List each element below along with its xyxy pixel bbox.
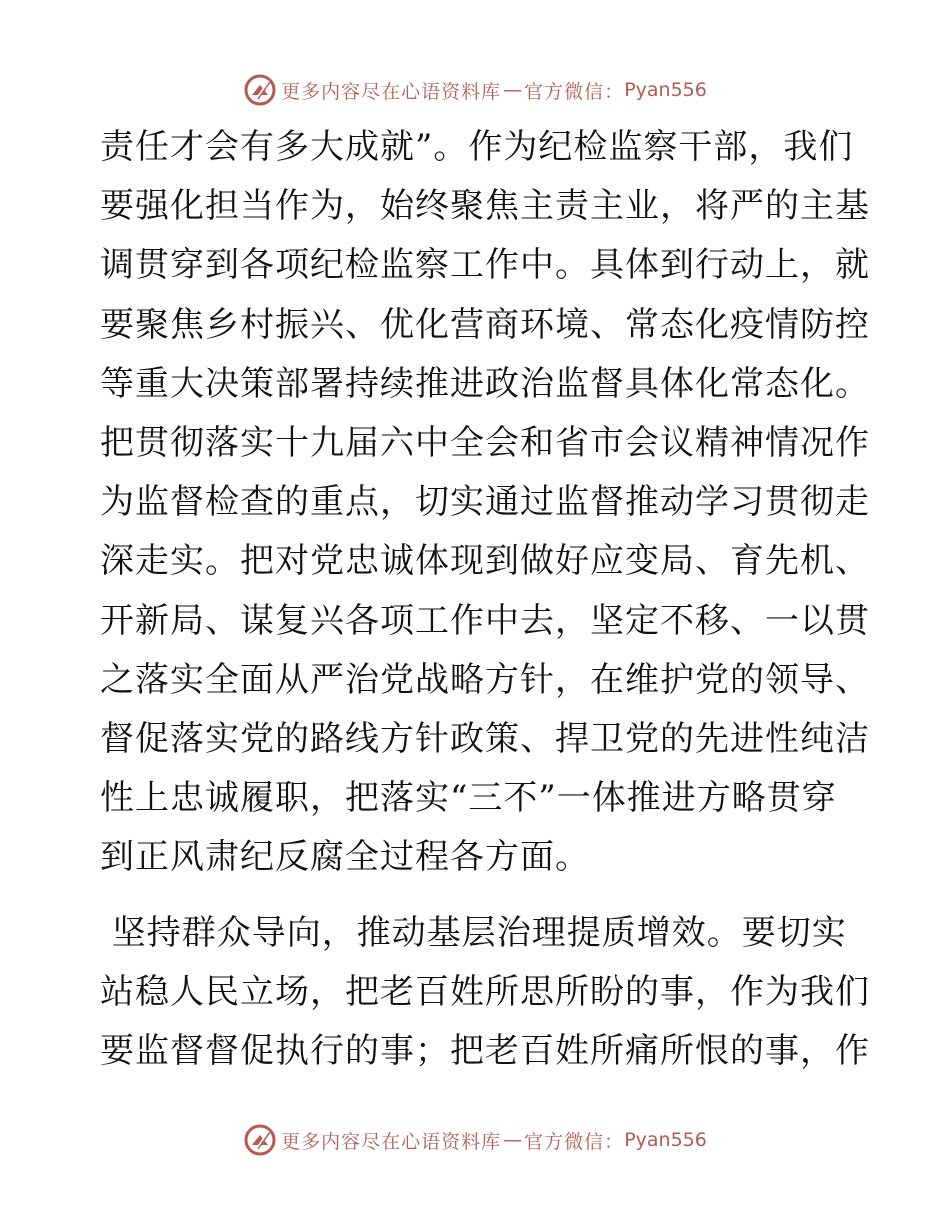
text-line: 调贯穿到各项纪检监察工作中。具体到行动上，就	[100, 245, 870, 286]
banner-site-text: 更多内容尽在心语资料库	[281, 80, 502, 103]
text-line: 责任才会有多大成就”。作为纪检监察干部，我们	[100, 127, 854, 167]
text-line: 等重大决策部署持续推进政治监督具体化常态化。	[100, 363, 870, 404]
text-line: 性上忠诚履职，把落实“三不”一体推进方略贯穿	[100, 778, 837, 819]
text-line: 把贯彻落实十九届六中全会和省市会议精神情况作	[100, 423, 870, 464]
document-body	[100, 118, 870, 1081]
banner-contact-id: Pyan556	[624, 79, 707, 101]
text-line: 之落实全面从严治党战略方针，在维护党的领导、	[100, 659, 870, 700]
text-line: 为监督检查的重点，切实通过监督推动学习贯彻走	[100, 482, 870, 523]
book-pen-icon	[243, 73, 277, 107]
text-line: 到正风肃纪反腐全过程各方面。	[100, 837, 590, 878]
text-line: 站稳人民立场，把老百姓所思所盼的事，作为我们	[100, 971, 870, 1012]
banner-separator: —	[503, 79, 523, 101]
text-line: 要强化担当作为，始终聚焦主责主业，将严的主基	[100, 186, 870, 227]
text-line: 要聚焦乡村振兴、优化营商环境、常态化疫情防控	[100, 304, 870, 345]
paragraph-2	[100, 904, 870, 1082]
text-line: 坚持群众导向，推动基层治理提质增效。要切实	[100, 912, 847, 953]
text-line: 要监督督促执行的事；把老百姓所痛所恨的事，作	[100, 1031, 870, 1072]
banner-contact-label: 官方微信：	[524, 1130, 625, 1153]
text-line: 督促落实党的路线方针政策、捍卫党的先进性纯洁	[100, 719, 870, 760]
banner-contact-label: 官方微信：	[524, 80, 625, 103]
text-line: 开新局、谋复兴各项工作中去，坚定不移、一以贯	[100, 600, 870, 641]
header-banner	[0, 70, 950, 110]
footer-banner	[0, 1120, 950, 1160]
banner-contact-id: Pyan556	[624, 1129, 707, 1151]
banner-separator: —	[503, 1129, 523, 1151]
book-pen-icon	[243, 1123, 277, 1157]
text-line: 深走实。把对党忠诚体现到做好应变局、育先机、	[100, 541, 870, 582]
paragraph-1	[100, 118, 870, 888]
banner-site-text: 更多内容尽在心语资料库	[281, 1130, 502, 1153]
